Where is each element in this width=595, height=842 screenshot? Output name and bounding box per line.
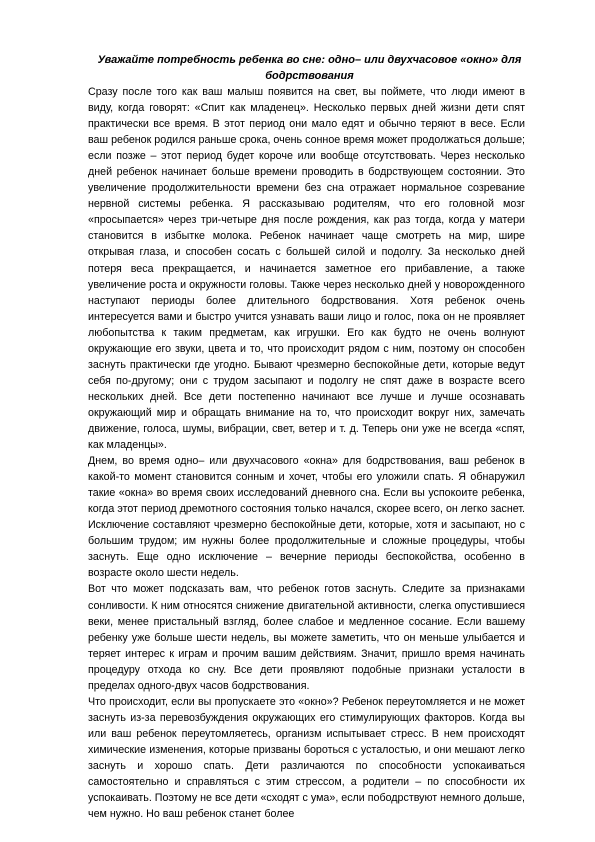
paragraph-3: Вот что может подсказать вам, что ребенок готов заснуть. Следите за признаками сонливости. К ним относятся снижение двигательной активности, слегка опустившиеся веки, менее пристальный взгляд, более слабое и медленное сосание. Если вашему ребенку уже больше шести недель, вы можете заметить, что он меньше улыбается и теряет интерес к играм и прочим вашим действиям. Значит, пришло время начинать процедуру отхода ко сну. Все дети проявляют подобные признаки усталости в пределах одного-двух часов бодрствования.	[88, 583, 525, 692]
document-title: Уважайте потребность ребенка во сне: одно– или двухчасовое «окно» для бодрствования	[97, 54, 522, 82]
paragraph-1: Сразу после того как ваш малыш появится на свет, вы поймете, что люди имеют в виду, когда говорят: «Спит как младенец». Несколько первых дней жизни дети спят практически все время. В этот период они мало едят и обычно теряют в весе. Если ваш ребенок родился раньше срока, очень сонное время может продолжаться дольше; если позже – этот период будет короче или вообще отсутствовать. Через несколько дней ребенок начинает больше времени проводить в бодрствующем состоянии. Это увеличение продолжительности времени без сна отражает нормальное созревание нервной системы ребенка. Я рассказываю родителям, что его головной мозг «просыпается» через три-четыре дня после рождения, как раз тогда, когда у матери становится в избытке молока. Ребенок начинает чаще смотреть на мир, шире открывая глаза, и способен сосать с большей силой и подолгу. За несколько дней потеря веса прекращается, и начинается заметное его прибавление, а также увеличение роста и окружности головы. Также через несколько дней у новорожденного наступают периоды более длительного бодрствования. Хотя ребенок очень интересуется вами и быстро учится узнавать ваши лицо и голос, пока он не проявляет любопытства к таким предметам, как игрушки. Его как будто не очень волнуют окружающие его звуки, цвета и то, что происходит рядом с ним, поэтому он способен заснуть практически где угодно. Бывают чрезмерно беспокойные дети, которые ведут себя по-другому; они с трудом засыпают и подолгу не спят даже в возрасте всего нескольких дней. Все дети постепенно начинают все лучше и лучше осознавать окружающий мир и обращать внимание на то, что происходит вокруг них, замечать движение, голоса, шумы, вибрации, свет, ветер и т. д. Теперь они уже не всегда «спят, как младенцы».	[88, 86, 525, 452]
paragraph-4: Что происходит, если вы пропускаете это «окно»? Ребенок переутомляется и не может заснуть из-за перевозбуждения окружающих его стимулирующих факторов. Когда вы или ваш ребенок переутомляетесь, организм испытывает стресс. В нем происходят химические изменения, которые призваны бороться с усталостью, и они мешают легко заснуть и хорошо спать. Дети различаются по способности успокаиваться самостоятельно и справляться с этим стрессом, а родители – по способности их успокаивать. Поэтому не все дети «сходят с ума», если пободрствуют немного дольше, чем нужно. Но ваш ребенок станет более	[88, 695, 525, 821]
paragraph-2: Днем, во время одно– или двухчасового «окна» для бодрствования, ваш ребенок в какой-то момент становится сонным и хочет, чтобы его уложили спать. Я обнаружил такие «окна» во время своих исследований дневного сна. Если вы успокоите ребенка, когда этот период дремотного состояния только начался, скорее всего, он легко заснет. Исключение составляют чрезмерно беспокойные дети, которые, хотя и засыпают, но с большим трудом; им нужны более продолжительные и сложные процедуры, чтобы заснуть. Еще одно исключение – вечерние периоды беспокойства, особенно в возрасте около шести недель.	[88, 455, 525, 580]
document-page	[88, 52, 525, 822]
